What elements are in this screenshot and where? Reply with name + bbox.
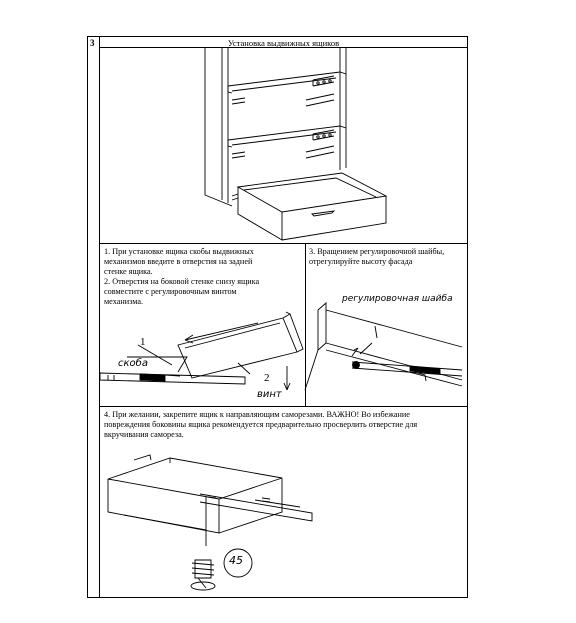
washer-adjustment-illustration <box>305 303 462 390</box>
panel3-line: вкручивания самореза. <box>104 430 184 439</box>
panel3-line: повреждения боковины ящика рекомендуется предварительно просверлить отверстие для <box>104 420 418 429</box>
screw-size-label: 45 <box>229 554 243 567</box>
panel1-line: механизмов введите в отверстия на задней <box>104 257 253 266</box>
label-screw: винт <box>257 389 282 400</box>
cabinet-illustration <box>205 48 386 240</box>
panel2-line: 3. Вращением регулировочной шайбы, <box>309 247 445 256</box>
panel1-line: механизма. <box>104 297 144 306</box>
panel1-line: стенке ящика. <box>104 267 153 276</box>
step-title: Установка выдвижных ящиков <box>227 38 340 48</box>
callout-2: 2 <box>264 372 270 384</box>
label-washer: регулировочная шайба <box>342 294 453 304</box>
drawer-insertion-illustration <box>100 312 303 390</box>
panel1-line: 2. Отверстия на боковой стенке снизу ящика <box>104 277 260 286</box>
panel1-line: совместите с регулировочным винтом <box>104 287 237 296</box>
panel1-line: 1. При установке ящика скобы выдвижных <box>104 247 254 256</box>
screw-fixing-illustration <box>108 455 312 590</box>
panel2-line: отрегулируйте высоту фасада <box>309 257 413 266</box>
label-bracket: скоба <box>118 358 148 369</box>
step-number: 3 <box>90 38 95 48</box>
callout-1: 1 <box>140 336 146 348</box>
panel3-line: 4. При желании, закрепите ящик к направляющим саморезами. ВАЖНО! Во избежание <box>104 410 410 419</box>
